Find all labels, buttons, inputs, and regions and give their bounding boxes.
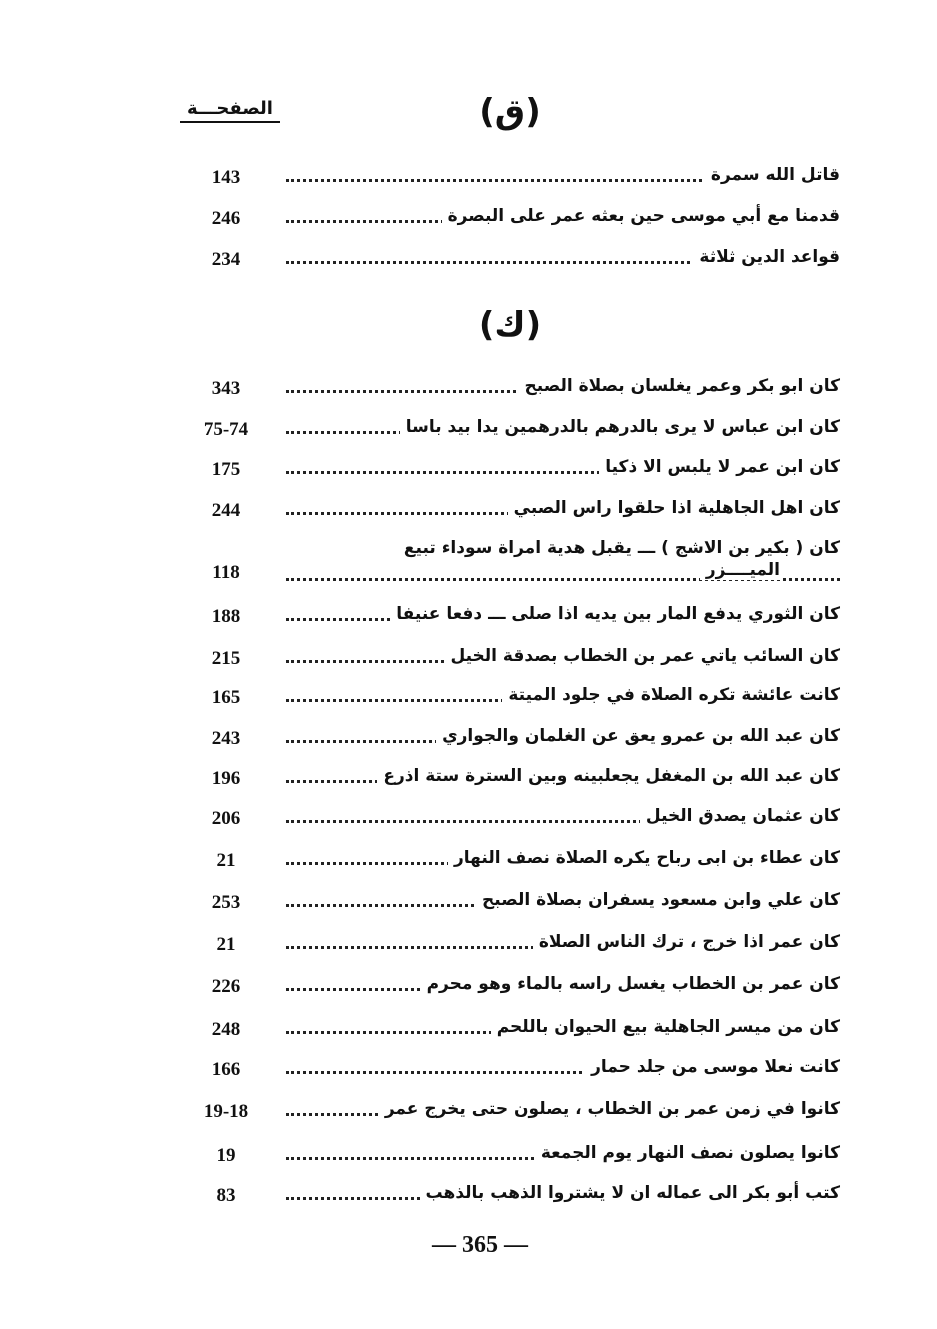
index-entry	[190, 1141, 840, 1175]
index-entry	[190, 496, 840, 530]
entry-page: 143	[211, 167, 241, 188]
entry-title: كان عطاء بن ابى رباح يكره الصلاة نصف النهار	[448, 848, 840, 868]
entry-title: كان ( بكير بن الاشج ) ـــ يقبل هدية امراة سوداء تبيع	[398, 538, 840, 558]
entry-title: كان ابن عمر لا يلبس الا ذكيا	[599, 457, 840, 477]
index-entry	[190, 804, 840, 838]
index-entry	[190, 1055, 840, 1089]
entry-page: 19-18	[203, 1101, 249, 1122]
entry-title: قدمنا مع أبي موسى حين بعثه عمر على البصرة	[442, 206, 840, 226]
index-entry	[190, 888, 840, 922]
entry-page: 206	[211, 808, 241, 829]
index-entry	[190, 455, 840, 489]
index-entry	[190, 163, 840, 197]
entry-page: 83	[216, 1185, 236, 1206]
index-entry	[190, 1181, 840, 1215]
entry-title: كانت نعلا موسى من جلد حمار	[585, 1057, 840, 1077]
entry-page: 244	[211, 500, 241, 521]
entry-title: كان عثمان يصدق الخيل	[640, 806, 840, 826]
entry-page: 21	[216, 850, 236, 871]
entry-page: 343	[211, 378, 241, 399]
entry-title: كان من ميسر الجاهلية بيع الحيوان باللحم	[491, 1017, 840, 1037]
entry-page: 19	[216, 1145, 236, 1166]
entry-title: كان السائب ياتي عمر بن الخطاب بصدقة الخيل	[444, 646, 840, 666]
index-entry	[190, 1097, 840, 1131]
entry-page: 246	[211, 208, 241, 229]
entry-page: 165	[211, 687, 241, 708]
index-entry	[190, 602, 840, 636]
section-letter-qaf: (ق)	[479, 92, 541, 132]
index-entry	[190, 683, 840, 717]
index-entry	[190, 930, 840, 964]
index-entry	[190, 1015, 840, 1049]
entry-page: 175	[211, 459, 241, 480]
index-entry	[190, 724, 840, 758]
entry-page: 21	[216, 934, 236, 955]
entry-title: كان عمر اذا خرج ، ترك الناس الصلاة	[533, 932, 840, 952]
entry-title: كتب أبو بكر الى عماله ان لا يشتروا الذهب بالذهب	[420, 1183, 840, 1203]
entry-title-continuation: الميــــزر	[700, 560, 780, 580]
entry-page: 226	[211, 976, 241, 997]
entry-title: كان عمر بن الخطاب يغسل راسه بالماء وهو محرم	[421, 974, 840, 994]
entry-page: 215	[211, 648, 241, 669]
entry-title: كان عبد الله بن المغفل يجعلبينه وبين السترة ستة اذرع	[377, 766, 840, 786]
index-entry	[190, 415, 840, 449]
entry-title: كان عبد الله بن عمرو يعق عن الغلمان والجواري	[436, 726, 840, 746]
index-entry	[190, 204, 840, 238]
entry-title: قواعد الدين ثلاثة	[693, 247, 840, 267]
entry-page: 234	[211, 249, 241, 270]
entry-title: كان ابن عباس لا يرى بالدرهم بالدرهمين يدا بيد باسا	[400, 417, 840, 437]
entry-title: كانت عائشة تكره الصلاة في جلود الميتة	[502, 685, 840, 705]
entry-page: 253	[211, 892, 241, 913]
page-header-label: الصفحـــة	[180, 98, 280, 123]
entry-title: قاتل الله سمرة	[705, 165, 840, 185]
index-entry	[190, 644, 840, 678]
entry-title: كان اهل الجاهلية اذا حلقوا راس الصبي	[508, 498, 840, 518]
entry-title: كان علي وابن مسعود يسفران بصلاة الصبح	[476, 890, 840, 910]
index-entry	[190, 972, 840, 1006]
entry-title: كان ابو بكر وعمر يغلسان بصلاة الصبح	[519, 376, 841, 396]
index-entry	[190, 245, 840, 279]
index-entry	[190, 374, 840, 408]
footer-page-number: — 365 —	[432, 1232, 528, 1258]
entry-page: 188	[211, 606, 241, 627]
entry-title: كانوا يصلون نصف النهار يوم الجمعة	[535, 1143, 840, 1163]
section-letter-kaf: (ك)	[478, 305, 542, 345]
index-entry	[190, 846, 840, 880]
index-entry	[190, 764, 840, 798]
index-entry	[190, 538, 840, 608]
entry-page: 196	[211, 768, 241, 789]
entry-page: 248	[211, 1019, 241, 1040]
entry-title: كانوا في زمن عمر بن الخطاب ، يصلون حتى يخرج عمر	[379, 1099, 840, 1119]
entry-page: 243	[211, 728, 241, 749]
entry-page: 166	[211, 1059, 241, 1080]
entry-title: كان الثوري يدفع المار بين يديه اذا صلى ـــ دفعا عنيفا	[390, 604, 840, 624]
entry-page: 118	[212, 562, 240, 583]
entry-page: 75-74	[203, 419, 249, 440]
